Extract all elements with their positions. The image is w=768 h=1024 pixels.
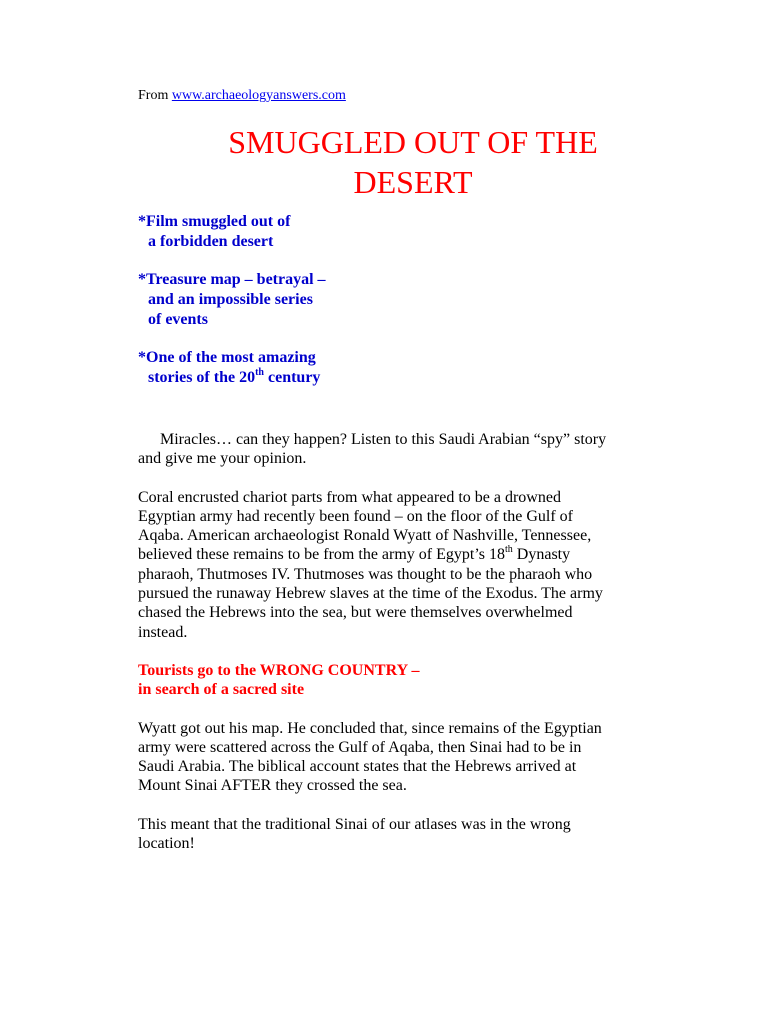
bullet-line: and an impossible series: [148, 291, 313, 308]
subheading-line: in search of a sacred site: [138, 681, 305, 699]
teaser-bullets: [138, 212, 438, 406]
paragraph-sinai: [138, 815, 638, 854]
text-line: Egyptian army had recently been found – on the floor of the Gulf of: [138, 507, 573, 525]
bullet-line: of events: [148, 311, 208, 328]
text-line: Miracles… can they happen? Listen to this Saudi Arabian “spy” story: [160, 431, 607, 448]
text-line: army were scattered across the Gulf of Aqaba, then Sinai had to be in: [138, 738, 582, 756]
article-title: [138, 122, 688, 202]
teaser-bullet: [138, 212, 438, 252]
paragraph-map: [138, 719, 638, 796]
text-line: pursued the runaway Hebrew slaves at the time of the Exodus. The army: [138, 585, 603, 603]
text-line: instead.: [138, 623, 188, 641]
source-prefix: From: [138, 88, 172, 103]
text-line: Wyatt got out his map. He concluded that, since remains of the Egyptian: [138, 719, 602, 737]
text-fragment: believed these remains to be from the army of Egypt’s 18: [138, 546, 506, 564]
text-line: [138, 546, 570, 563]
title-line-1: SMUGGLED OUT OF THE: [228, 124, 598, 160]
bullet-line: *Film smuggled out of: [138, 213, 291, 230]
paragraph-intro: [138, 430, 638, 469]
text-line: pharaoh, Thutmoses IV. Thutmoses was thought to be the pharaoh who: [138, 565, 593, 583]
text-line: Saudi Arabia. The biblical account states that the Hebrews arrived at: [138, 758, 577, 776]
ordinal-superscript: th: [255, 366, 264, 378]
bullet-line: *One of the most amazing: [138, 349, 316, 366]
text-line: Coral encrusted chariot parts from what appeared to be a drowned: [138, 488, 561, 506]
teaser-bullet: [138, 348, 438, 388]
bullet-text: stories of the 20: [148, 369, 256, 386]
title-line-2: DESERT: [353, 164, 473, 200]
article-body: [138, 430, 638, 872]
text-line: chased the Hebrews into the sea, but were themselves overwhelmed: [138, 604, 573, 622]
text-line: Aqaba. American archaeologist Ronald Wyatt of Nashville, Tennessee,: [138, 527, 592, 545]
subheading-line: Tourists go to the WRONG COUNTRY –: [138, 661, 420, 679]
teaser-bullet: [138, 270, 438, 330]
section-subheading: [138, 661, 638, 700]
ordinal-superscript: th: [505, 544, 513, 556]
bullet-text: century: [264, 369, 321, 386]
paragraph-chariots: [138, 488, 638, 642]
source-link[interactable]: www.archaeologyanswers.com: [171, 88, 346, 103]
text-line: and give me your opinion.: [138, 450, 307, 468]
bullet-line: a forbidden desert: [148, 233, 274, 250]
text-line: location!: [138, 835, 195, 853]
text-line: Mount Sinai AFTER they crossed the sea.: [138, 777, 407, 795]
bullet-line: [138, 368, 438, 388]
text-line: This meant that the traditional Sinai of our atlases was in the wrong: [138, 815, 571, 833]
source-line: [138, 87, 346, 105]
bullet-line: *Treasure map – betrayal –: [138, 271, 326, 288]
text-fragment: Dynasty: [512, 546, 571, 564]
